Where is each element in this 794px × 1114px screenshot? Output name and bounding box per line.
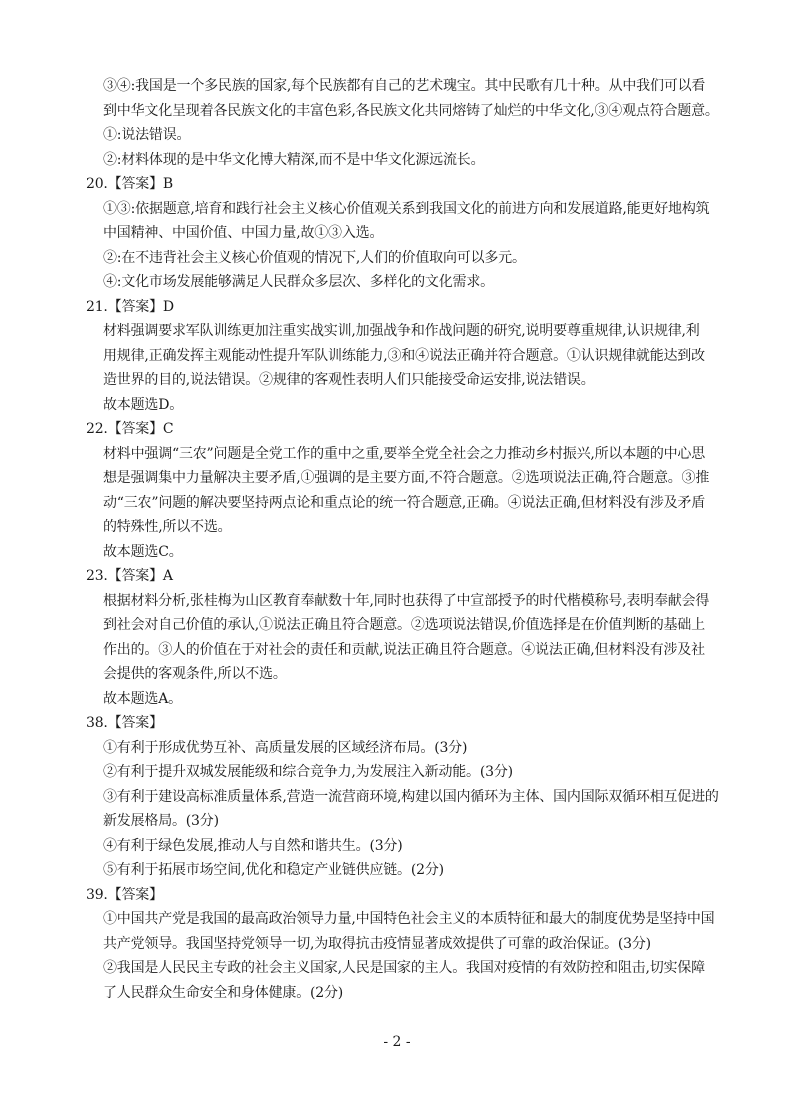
text-line: 会提供的客观条件,所以不选。 xyxy=(103,666,287,682)
text-line: 到中华文化呈现着各民族文化的丰富色彩,各民族文化共同熔铸了灿烂的中华文化,③④观点符合题意。 xyxy=(103,102,719,119)
text-line: ⑤有利于拓展市场空间,优化和稳定产业链供应链。(2分) xyxy=(103,862,444,878)
text-line: 故本题选C。 xyxy=(103,543,183,560)
text-line: ②:材料体现的是中华文化博大精深,而不是中华文化源远流长。 xyxy=(103,151,485,168)
text-line: 的特殊性,所以不选。 xyxy=(103,519,232,535)
text-line: 故本题选D。 xyxy=(103,396,184,413)
text-line: ④:文化市场发展能够满足人民群众多层次、多样化的文化需求。 xyxy=(103,274,494,290)
text-line: 了人民群众生命安全和身体健康。(2分) xyxy=(103,984,344,1001)
text-line: 故本题选A。 xyxy=(103,690,182,707)
answer-text-body xyxy=(86,74,726,1005)
text-line: ②有利于提升双城发展能级和综合竞争力,为发展注入新动能。(3分) xyxy=(103,764,513,780)
text-line: ③有利于建设高标准质量体系,营造一流营商环境,构建以国内循环为主体、国内国际双循环相互促进的 xyxy=(103,788,719,805)
text-line: ②:在不违背社会主义核心价值观的情况下,人们的价值取向可以多元。 xyxy=(103,249,526,266)
text-line: 材料中强调“三农”问题是全党工作的重中之重,要举全党全社会之力推动乡村振兴,所以本题的中心思 xyxy=(103,445,706,462)
text-line: ①中国共产党是我国的最高政治领导力量,中国特色社会主义的本质特征和最大的制度优势是坚持中国 xyxy=(103,911,715,927)
text-line: 新发展格局。(3分) xyxy=(103,813,219,829)
text-line: ①:说法错误。 xyxy=(103,127,191,143)
text-line: ③④:我国是一个多民族的国家,每个民族都有自己的艺术瑰宝。其中民歌有几十种。从中我们可以看 xyxy=(103,78,706,94)
text-line: 想是强调集中力量解决主要矛盾,①强调的是主要方面,不符合题意。②选项说法正确,符合题意。③推 xyxy=(103,470,710,486)
text-line: ②我国是人民民主专政的社会主义国家,人民是国家的主人。我国对疫情的有效防控和阻击,切实保障 xyxy=(103,960,705,976)
answer-heading: 20.【答案】B xyxy=(86,176,173,192)
text-line: 根据材料分析,张桂梅为山区教育奉献数十年,同时也获得了中宣部授予的时代楷模称号,表明奉献会得 xyxy=(103,592,710,609)
text-line: 中国精神、中国价值、中国力量,故①③入选。 xyxy=(103,225,384,241)
text-line: 材料强调要求军队训练更加注重实战实训,加强战争和作战问题的研究,说明要尊重规律,认识规律,利 xyxy=(103,323,700,339)
text-line: 作出的。③人的价值在于对社会的责任和贡献,说法正确且符合题意。④说法正确,但材料没有涉及社 xyxy=(103,641,705,658)
answer-heading: 23.【答案】A xyxy=(86,568,173,584)
text-line: 到社会对自己价值的承认,①说法正确且符合题意。②选项说法错误,价值选择是在价值判断的基础上 xyxy=(103,617,705,633)
text-line: 用规律,正确发挥主观能动性提升军队训练能力,③和④说法正确并符合题意。①认识规律就能达到改 xyxy=(103,347,705,364)
answer-heading: 38.【答案】 xyxy=(86,715,163,731)
text-line: ①③:依据题意,培育和践行社会主义核心价值观关系到我国文化的前进方向和发展道路,能更好地构筑 xyxy=(103,200,710,217)
page-number: - 2 - xyxy=(383,1034,411,1050)
answer-heading: 39.【答案】 xyxy=(86,886,163,903)
text-line: 动“三农”问题的解决要坚持两点论和重点论的统一符合题意,正确。④说法正确,但材料没有涉及矛盾 xyxy=(103,494,706,511)
text-line: ①有利于形成优势互补、高质量发展的区域经济布局。(3分) xyxy=(103,739,468,756)
answer-heading: 22.【答案】C xyxy=(86,421,174,437)
answer-heading: 21.【答案】D xyxy=(86,298,174,315)
text-line: 共产党领导。我国坚持党领导一切,为取得抗击疫情显著成效提供了可靠的政治保证。(3分) xyxy=(103,935,651,952)
text-line: 造世界的目的,说法错误。②规律的客观性表明人们只能接受命运安排,说法错误。 xyxy=(103,372,595,388)
text-line: ④有利于绿色发展,推动人与自然和谐共生。(3分) xyxy=(103,837,403,854)
